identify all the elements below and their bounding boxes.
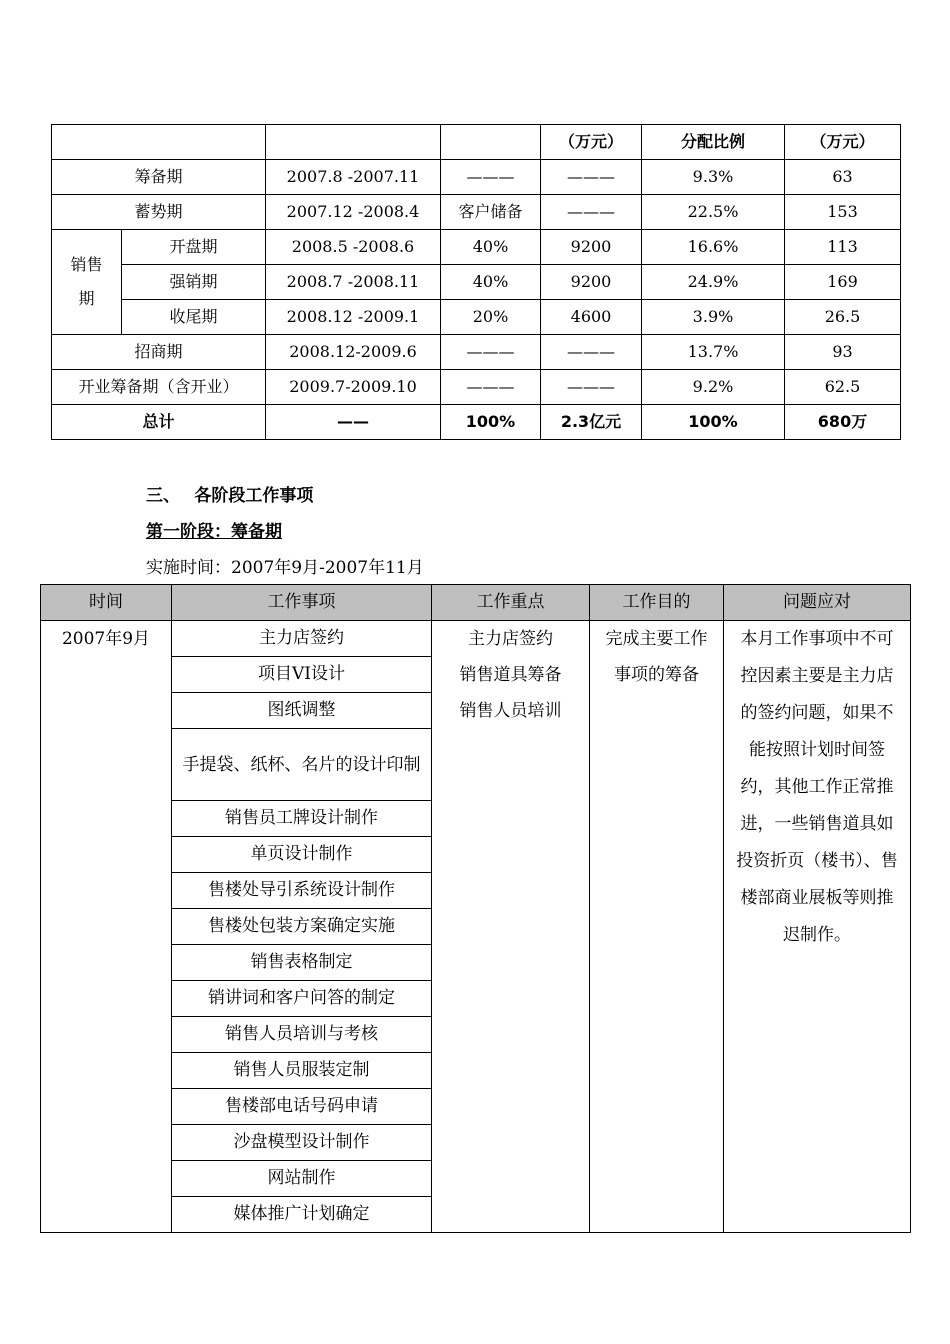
budget-row xyxy=(52,160,901,195)
budget-cell: 153 xyxy=(785,195,901,230)
work-header-row xyxy=(41,585,911,621)
work-item: 沙盘模型设计制作 xyxy=(172,1125,432,1161)
work-item: 图纸调整 xyxy=(172,693,432,729)
alloc-cell: 22.5% xyxy=(642,195,785,230)
sales-group-label: 销售期 xyxy=(70,255,103,308)
budget-header-cell xyxy=(441,125,541,160)
total-ratio: 100% xyxy=(441,405,541,440)
focus-item: 销售人员培训 xyxy=(459,701,562,721)
work-item: 手提袋、纸杯、名片的设计印制 xyxy=(172,729,432,801)
phase-cell: 招商期 xyxy=(52,335,266,370)
work-item: 销售员工牌设计制作 xyxy=(172,801,432,837)
header-response: 问题应对 xyxy=(724,585,911,621)
ratio-cell: 20% xyxy=(441,300,541,335)
budget-cell: 63 xyxy=(785,160,901,195)
work-item: 项目VI设计 xyxy=(172,657,432,693)
phase-cell: 开盘期 xyxy=(122,230,266,265)
phase-cell: 筹备期 xyxy=(52,160,266,195)
period-cell: 2008.12 -2009.1 xyxy=(266,300,441,335)
amount-cell: ——— xyxy=(541,370,642,405)
budget-header-row xyxy=(52,125,901,160)
period-cell: 2008.7 -2008.11 xyxy=(266,265,441,300)
budget-cell: 62.5 xyxy=(785,370,901,405)
budget-header-cell xyxy=(52,125,266,160)
work-item: 售楼处导引系统设计制作 xyxy=(172,873,432,909)
period-cell: 2009.7-2009.10 xyxy=(266,370,441,405)
header-time: 时间 xyxy=(41,585,172,621)
total-alloc: 100% xyxy=(642,405,785,440)
period-cell: 2008.5 -2008.6 xyxy=(266,230,441,265)
implementation-time: 实施时间：2007年9月-2007年11月 xyxy=(146,558,424,578)
phase-cell: 收尾期 xyxy=(122,300,266,335)
budget-table xyxy=(51,124,901,440)
ratio-cell: 40% xyxy=(441,265,541,300)
work-item: 销售表格制定 xyxy=(172,945,432,981)
focus-item: 销售道具筹备 xyxy=(459,665,562,685)
ratio-cell: ——— xyxy=(441,370,541,405)
period-cell: 2008.12-2009.6 xyxy=(266,335,441,370)
alloc-cell: 9.2% xyxy=(642,370,785,405)
work-item: 主力店签约 xyxy=(172,621,432,657)
work-item: 售楼处包装方案确定实施 xyxy=(172,909,432,945)
work-item: 网站制作 xyxy=(172,1161,432,1197)
amount-cell: ——— xyxy=(541,195,642,230)
budget-cell: 113 xyxy=(785,230,901,265)
period-cell: 2007.8 -2007.11 xyxy=(266,160,441,195)
budget-row xyxy=(52,300,901,335)
amount-cell: ——— xyxy=(541,335,642,370)
header-items: 工作事项 xyxy=(172,585,432,621)
budget-header-cell: （万元） xyxy=(541,125,642,160)
response-cell: 本月工作事项中不可控因素主要是主力店的签约问题，如果不能按照计划时间签约，其他工作正常推进，一些销售道具如投资折页（楼书）、售楼部商业展板等则推迟制作。 xyxy=(724,621,911,1233)
phase-cell: 蓄势期 xyxy=(52,195,266,230)
total-label: 总计 xyxy=(52,405,266,440)
purpose-cell: 完成主要工作事项的筹备 xyxy=(590,621,724,1233)
work-item: 销售人员培训与考核 xyxy=(172,1017,432,1053)
work-item: 单页设计制作 xyxy=(172,837,432,873)
amount-cell: 4600 xyxy=(541,300,642,335)
stage-heading: 第一阶段：筹备期 xyxy=(146,522,282,542)
ratio-cell: ——— xyxy=(441,335,541,370)
time-cell: 2007年9月 xyxy=(41,621,172,1233)
amount-cell: ——— xyxy=(541,160,642,195)
section-heading: 三、 各阶段工作事项 xyxy=(146,486,314,506)
budget-total-row xyxy=(52,405,901,440)
total-budget: 680万 xyxy=(785,405,901,440)
budget-row xyxy=(52,195,901,230)
alloc-cell: 13.7% xyxy=(642,335,785,370)
work-item: 售楼部电话号码申请 xyxy=(172,1089,432,1125)
work-item: 媒体推广计划确定 xyxy=(172,1197,432,1233)
budget-header-cell: 分配比例 xyxy=(642,125,785,160)
period-cell: 2007.12 -2008.4 xyxy=(266,195,441,230)
budget-row xyxy=(52,335,901,370)
focus-cell xyxy=(432,621,590,1233)
alloc-cell: 16.6% xyxy=(642,230,785,265)
budget-header-cell: （万元） xyxy=(785,125,901,160)
ratio-cell: ——— xyxy=(441,160,541,195)
alloc-cell: 3.9% xyxy=(642,300,785,335)
work-table xyxy=(40,584,911,1233)
budget-header-cell xyxy=(266,125,441,160)
budget-row xyxy=(52,230,901,265)
alloc-cell: 24.9% xyxy=(642,265,785,300)
total-period: —— xyxy=(266,405,441,440)
focus-item: 主力店签约 xyxy=(468,629,553,649)
sales-group-cell xyxy=(52,230,122,335)
budget-cell: 26.5 xyxy=(785,300,901,335)
work-row xyxy=(41,621,911,657)
budget-row xyxy=(52,370,901,405)
ratio-cell: 40% xyxy=(441,230,541,265)
header-focus: 工作重点 xyxy=(432,585,590,621)
ratio-cell: 客户储备 xyxy=(441,195,541,230)
budget-row xyxy=(52,265,901,300)
phase-cell: 开业筹备期（含开业） xyxy=(52,370,266,405)
work-item: 销讲词和客户问答的制定 xyxy=(172,981,432,1017)
header-purpose: 工作目的 xyxy=(590,585,724,621)
total-amount: 2.3亿元 xyxy=(541,405,642,440)
phase-cell: 强销期 xyxy=(122,265,266,300)
work-item: 销售人员服装定制 xyxy=(172,1053,432,1089)
budget-cell: 169 xyxy=(785,265,901,300)
alloc-cell: 9.3% xyxy=(642,160,785,195)
amount-cell: 9200 xyxy=(541,265,642,300)
amount-cell: 9200 xyxy=(541,230,642,265)
budget-cell: 93 xyxy=(785,335,901,370)
